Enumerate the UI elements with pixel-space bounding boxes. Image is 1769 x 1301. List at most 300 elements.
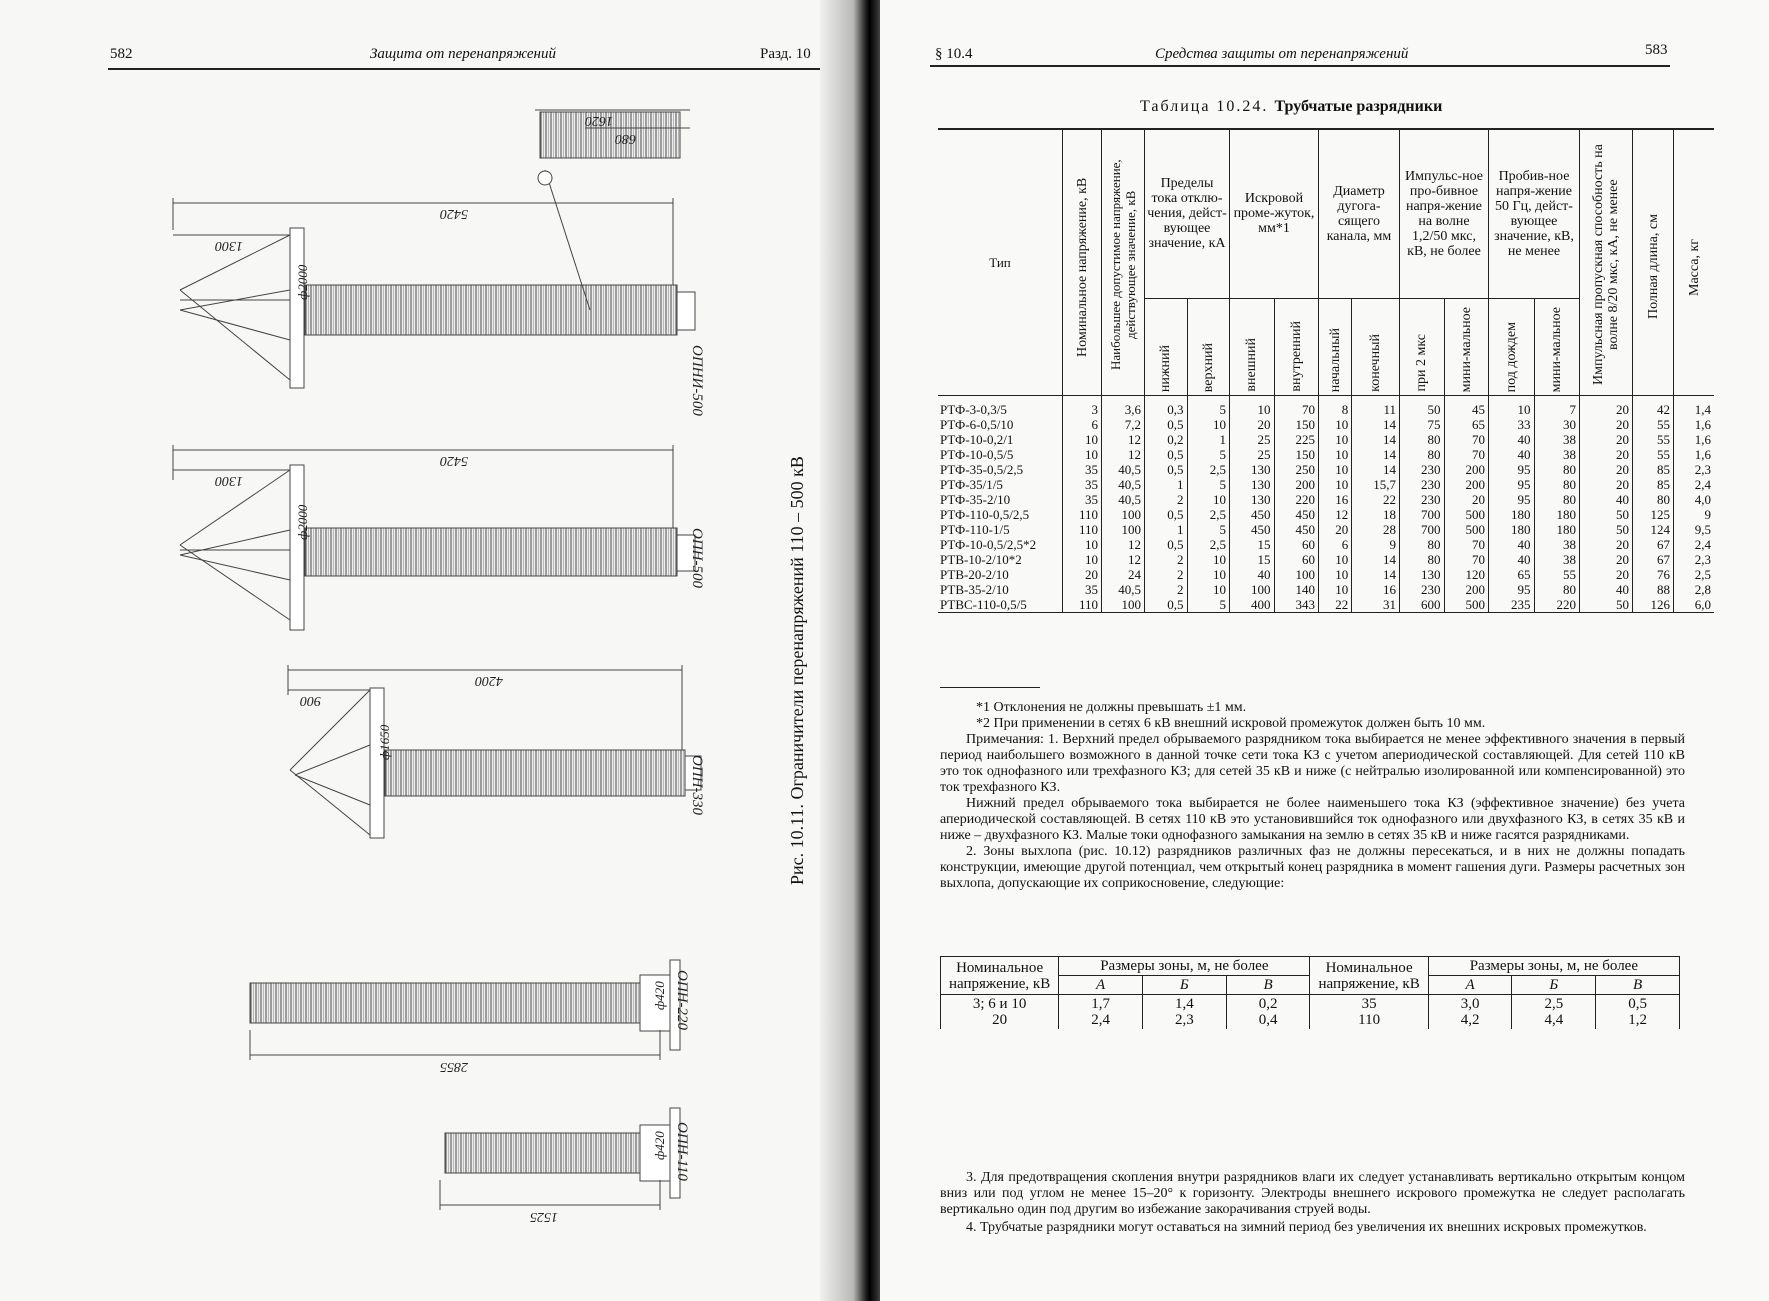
cell-type: РТФ-3-0,3/5	[940, 402, 1007, 417]
cell-value: 100	[1102, 597, 1145, 613]
cell-value: 60	[1274, 552, 1319, 567]
cell-value: 50	[1580, 522, 1633, 537]
th-bd-min: мини-мальное	[1534, 298, 1580, 395]
header-rule-right	[930, 65, 1670, 67]
cell-value: 80	[1400, 537, 1445, 552]
table-row	[938, 507, 1714, 522]
cell-value: 30	[1534, 417, 1580, 432]
note-3: 3. Для предотвращения скопления внутри разрядников влаги их следует устанавливать вертикально открытым концом вниз или под углом не менее 15–20° к горизонту. Электроды внешнего искрового промежутка не следует располагать вертикально один под другим во избежание закорачивания струей воды.	[940, 1170, 1685, 1217]
cell-value: 40	[1489, 447, 1535, 462]
cell-value: 2,5	[1674, 567, 1715, 582]
cell-value: 10	[1187, 552, 1230, 567]
cell-value: 200	[1444, 462, 1489, 477]
cell-value: 230	[1400, 462, 1445, 477]
page-number-left: 582	[110, 46, 133, 62]
cell-value: 450	[1274, 522, 1319, 537]
section-left: Разд. 10	[760, 46, 811, 62]
footnote-1: *1 Отклонения не должны превышать ±1 мм.	[976, 700, 1247, 715]
cell-value: 2,4	[1674, 477, 1715, 492]
cell-value: 15	[1230, 537, 1275, 552]
t2-h-zone-right: Размеры зоны, м, не более	[1428, 957, 1679, 976]
cell-value: 4,0	[1674, 492, 1715, 507]
running-title-left: Защита от перенапряжений	[370, 46, 556, 62]
dim-d2000-a: ф2000	[295, 264, 310, 300]
arresters-table-body	[938, 396, 1714, 613]
table-row	[938, 597, 1714, 613]
cell-value: 70	[1444, 552, 1489, 567]
cell-value: 400	[1230, 597, 1275, 613]
cell-value: 10	[1063, 447, 1102, 462]
cell-value: 70	[1444, 447, 1489, 462]
cell-value: 20	[1580, 552, 1633, 567]
cell-value: 6	[1319, 537, 1352, 552]
cell-value: 2,3	[1674, 552, 1715, 567]
cell-value: 150	[1274, 447, 1319, 462]
cell-value: 20	[1063, 567, 1102, 582]
cell-value: 8	[1319, 396, 1352, 418]
table-row	[938, 582, 1714, 597]
cell-value: 38	[1534, 537, 1580, 552]
cell-value: 85	[1633, 477, 1674, 492]
cell-type: РТВ-35-2/10	[940, 582, 1009, 597]
cell-value: 0,5	[1145, 597, 1188, 613]
cell-value: 10	[1230, 396, 1275, 418]
cell-value: 7	[1534, 396, 1580, 418]
cell-value: 14	[1352, 567, 1400, 582]
cell-value: 110	[1063, 522, 1102, 537]
t2-h-zone-left: Размеры зоны, м, не более	[1059, 957, 1310, 976]
cell-value: 10	[1063, 537, 1102, 552]
cell-value: 450	[1230, 522, 1275, 537]
cell-value: 35	[1063, 462, 1102, 477]
cell-value: 20	[1580, 477, 1633, 492]
cell-value: 200	[1444, 477, 1489, 492]
cell-value: 9	[1352, 537, 1400, 552]
th-breakdown: Пробив-ное напря-жение 50 Гц, дейст-вующее значение, кВ, не менее	[1489, 129, 1580, 298]
cell-value: 600	[1400, 597, 1445, 613]
cell-value: 1,6	[1674, 447, 1715, 462]
cell-value: 9	[1674, 507, 1715, 522]
cell-type: РТФ-35-0,5/2,5	[940, 462, 1024, 477]
cell-value: 12	[1102, 447, 1145, 462]
cell-value: 130	[1230, 492, 1275, 507]
cell-type: РТФ-35-2/10	[940, 492, 1011, 507]
cell-value: 65	[1444, 417, 1489, 432]
cell-value: 124	[1633, 522, 1674, 537]
cell-value: 38	[1534, 432, 1580, 447]
cell-value: 220	[1274, 492, 1319, 507]
cell-value: 12	[1102, 552, 1145, 567]
cell-value: 25	[1230, 447, 1275, 462]
section-right: § 10.4	[935, 46, 973, 62]
cell-value: 140	[1274, 582, 1319, 597]
cell-value: 2	[1145, 567, 1188, 582]
cell-value: 95	[1489, 582, 1535, 597]
cell-type: РТФ-10-0,5/5	[940, 447, 1014, 462]
label-opn-110: ОПН-110	[674, 1122, 690, 1181]
t2-col-b-right: Б	[1549, 977, 1559, 993]
cell-value: 126	[1633, 597, 1674, 613]
cell-value: 22	[1352, 492, 1400, 507]
th-diam-final: конечный	[1352, 298, 1400, 395]
drawing-opni-500	[173, 110, 695, 388]
th-mass: Масса, кг	[1674, 129, 1715, 396]
dim-d420-b: ф420	[652, 1131, 667, 1160]
cell-value: 200	[1444, 582, 1489, 597]
footnote-2: *2 При применении в сетях 6 кВ внешний искровой промежуток должен быть 10 мм.	[976, 716, 1486, 731]
cell-value: 14	[1352, 417, 1400, 432]
drawing-opn-220	[250, 960, 680, 1060]
cell-type: РТФ-10-0,5/2,5*2	[940, 537, 1037, 552]
cell-value: 20	[1580, 447, 1633, 462]
cell-value: 2	[1145, 552, 1188, 567]
cell-value: 120	[1444, 567, 1489, 582]
cell-value: 20	[1319, 522, 1352, 537]
cell-value: 14	[1352, 447, 1400, 462]
cell-value: 50	[1580, 597, 1633, 613]
cell-value: 24	[1102, 567, 1145, 582]
cell-value: 80	[1534, 582, 1580, 597]
cell-value: 38	[1534, 447, 1580, 462]
cell-value: 2,3	[1674, 462, 1715, 477]
dim-1525: 1525	[530, 1209, 558, 1224]
cell-value: 80	[1633, 492, 1674, 507]
cell-value: 35	[1063, 582, 1102, 597]
cell-value: 14	[1352, 432, 1400, 447]
cell-value: 45	[1444, 396, 1489, 418]
exhaust-zone-table	[940, 956, 1680, 1029]
cell-value: 500	[1444, 507, 1489, 522]
cell-value: 450	[1230, 507, 1275, 522]
cell-value: 40,5	[1102, 582, 1145, 597]
cell-value: 28	[1352, 522, 1400, 537]
cell-value: 0,5	[1145, 537, 1188, 552]
cell-value: 5	[1187, 396, 1230, 418]
cell-value: 88	[1633, 582, 1674, 597]
cell-type: РТФ-6-0,5/10	[940, 417, 1014, 432]
cell-value: 80	[1534, 477, 1580, 492]
cell-value: 22	[1319, 597, 1352, 613]
cell-value: 1,6	[1674, 417, 1715, 432]
table-row	[938, 396, 1714, 418]
cell-value: 75	[1400, 417, 1445, 432]
left-page	[0, 0, 860, 1301]
dim-1300-a: 1300	[215, 238, 243, 253]
cell-value: 14	[1352, 552, 1400, 567]
cell-value: 130	[1230, 462, 1275, 477]
cell-value: 76	[1633, 567, 1674, 582]
cell-value: 700	[1400, 507, 1445, 522]
cell-value: 2	[1145, 492, 1188, 507]
cell-value: 20	[1230, 417, 1275, 432]
page-number-right: 583	[1645, 42, 1668, 58]
cell-value: 38	[1534, 552, 1580, 567]
cell-value: 10	[1319, 477, 1352, 492]
cell-value: 10	[1319, 417, 1352, 432]
cell-value: 200	[1274, 477, 1319, 492]
cell-value: 7,2	[1102, 417, 1145, 432]
table-title-text: Трубчатые разрядники	[1274, 98, 1443, 115]
cell-value: 343	[1274, 597, 1319, 613]
table-title	[1140, 98, 1442, 116]
cell-value: 10	[1187, 417, 1230, 432]
cell-value: 0,3	[1145, 396, 1188, 418]
cell-value: 110	[1063, 507, 1102, 522]
table-row	[938, 462, 1714, 477]
table-notes	[940, 700, 1685, 892]
cell-value: 14	[1352, 462, 1400, 477]
cell-value: 40	[1580, 492, 1633, 507]
dim-5420-a: 5420	[440, 206, 468, 221]
table-row	[938, 567, 1714, 582]
cell-value: 40	[1489, 537, 1535, 552]
cell-value: 55	[1534, 567, 1580, 582]
th-arc-diameter: Диаметр дугога-сящего канала, мм	[1319, 129, 1400, 298]
arresters-table	[938, 128, 1714, 613]
cell-value: 180	[1534, 522, 1580, 537]
cell-value: 10	[1319, 432, 1352, 447]
cell-value: 1	[1145, 522, 1188, 537]
cell-value: 130	[1400, 567, 1445, 582]
cell-value: 10	[1319, 447, 1352, 462]
cell-value: 10	[1187, 567, 1230, 582]
cell-value: 3,6	[1102, 396, 1145, 418]
th-gap-inner: внутренний	[1274, 298, 1319, 395]
note-2: 2. Зоны выхлопа (рис. 10.12) разрядников различных фаз не должны пересекаться, и в них не должны попадать конструкции, имеющие другой потенциал, чем открытый конец разрядника в момент гашения дуги. Размеры расчетных зон выхлопа, допускающие их соприкосновение, следующие:	[940, 844, 1685, 891]
cell-value: 2,5	[1187, 537, 1230, 552]
cell-value: 100	[1102, 522, 1145, 537]
cell-value: 20	[1580, 567, 1633, 582]
bottom-notes	[940, 1170, 1685, 1238]
dim-d1650: ф1650	[377, 724, 392, 760]
dim-1300-b: 1300	[215, 473, 243, 488]
cell-value: 10	[1063, 552, 1102, 567]
cell-value: 10	[1319, 552, 1352, 567]
cell-value: 40,5	[1102, 477, 1145, 492]
cell-value: 20	[1580, 396, 1633, 418]
label-opn-500: ОПН-500	[689, 528, 705, 588]
cell-value: 20	[1444, 492, 1489, 507]
cell-value: 150	[1274, 417, 1319, 432]
cell-value: 0,2	[1145, 432, 1188, 447]
drawing-opn-330	[288, 665, 701, 838]
th-current-high: верхний	[1187, 298, 1230, 395]
cell-value: 500	[1444, 522, 1489, 537]
cell-value: 1,4	[1674, 396, 1715, 418]
cell-value: 9,5	[1674, 522, 1715, 537]
cell-value: 31	[1352, 597, 1400, 613]
th-bd-rain: под дождем	[1489, 298, 1535, 395]
th-impulse: Импульс-ное про-бивное напря-жение на волне 1,2/50 мкс, кВ, не более	[1400, 129, 1489, 298]
cell-value: 55	[1633, 432, 1674, 447]
cell-value: 35	[1063, 477, 1102, 492]
note-1: Примечания: 1. Верхний предел обрываемого разрядником тока выбирается не менее эффективного значения в первый период наибольшего возможного в данной точке сети тока КЗ с учетом апериодической составляющей. Для сетей 110 кВ это ток однофазного или трехфазного КЗ; для сетей 35 кВ и ниже (с нейтралью изолированной или компенсированной) это ток трехфазного КЗ.	[940, 732, 1685, 795]
cell-value: 100	[1230, 582, 1275, 597]
cell-value: 42	[1633, 396, 1674, 418]
note-4: 4. Трубчатые разрядники могут оставаться на зимний период без увеличения их внешних искровых промежутков.	[966, 1220, 1647, 1235]
table-row	[938, 537, 1714, 552]
cell-value: 0,5	[1145, 507, 1188, 522]
cell-value: 15,7	[1352, 477, 1400, 492]
cell-value: 95	[1489, 477, 1535, 492]
cell-value: 15	[1230, 552, 1275, 567]
table-row	[938, 417, 1714, 432]
arrester-drawings	[0, 0, 780, 1240]
cell-value: 10	[1319, 462, 1352, 477]
cell-value: 70	[1274, 396, 1319, 418]
table-row	[938, 447, 1714, 462]
cell-value: 40	[1580, 582, 1633, 597]
drawing-opn-110	[440, 1108, 680, 1210]
th-gap-outer: внешний	[1230, 298, 1275, 395]
cell-value: 2,8	[1674, 582, 1715, 597]
cell-value: 100	[1102, 507, 1145, 522]
cell-value: 50	[1580, 507, 1633, 522]
cell-value: 6,0	[1674, 597, 1715, 613]
cell-value: 33	[1489, 417, 1535, 432]
label-opni-500: ОПНИ-500	[689, 345, 705, 416]
cell-value: 2,5	[1187, 462, 1230, 477]
cell-value: 250	[1274, 462, 1319, 477]
cell-value: 40,5	[1102, 492, 1145, 507]
cell-value: 500	[1444, 597, 1489, 613]
cell-value: 0,5	[1145, 417, 1188, 432]
dim-900: 900	[300, 693, 321, 708]
dim-d2000-b: ф2000	[295, 504, 310, 540]
cell-type: РТФ-10-0,2/1	[940, 432, 1014, 447]
cell-value: 65	[1489, 567, 1535, 582]
cell-value: 70	[1444, 432, 1489, 447]
cell-value: 40	[1230, 567, 1275, 582]
cell-value: 85	[1633, 462, 1674, 477]
cell-value: 70	[1444, 537, 1489, 552]
cell-value: 10	[1063, 432, 1102, 447]
dim-d420-a: ф420	[652, 981, 667, 1010]
cell-value: 1	[1145, 477, 1188, 492]
cell-value: 700	[1400, 522, 1445, 537]
cell-value: 20	[1580, 432, 1633, 447]
cell-value: 10	[1319, 567, 1352, 582]
cell-value: 235	[1489, 597, 1535, 613]
th-current-low: нижний	[1145, 298, 1188, 395]
table-row	[938, 522, 1714, 537]
cell-value: 60	[1274, 537, 1319, 552]
cell-value: 10	[1489, 396, 1535, 418]
cell-value: 130	[1230, 477, 1275, 492]
th-spark-gap: Искровой проме-жуток, мм*1	[1230, 129, 1319, 298]
th-nominal: Номинальное напряжение, кВ	[1063, 129, 1102, 396]
th-imp-min: мини-мальное	[1444, 298, 1489, 395]
cell-type: РТФ-35/1/5	[940, 477, 1003, 492]
cell-value: 450	[1274, 507, 1319, 522]
cell-value: 2	[1145, 582, 1188, 597]
cell-value: 40	[1489, 432, 1535, 447]
cell-value: 1,6	[1674, 432, 1715, 447]
th-length: Полная длина, см	[1633, 129, 1674, 396]
cell-value: 180	[1534, 507, 1580, 522]
table-row	[938, 552, 1714, 567]
cell-value: 25	[1230, 432, 1275, 447]
cell-value: 5	[1187, 522, 1230, 537]
dim-2855: 2855	[440, 1059, 468, 1074]
cell-value: 180	[1489, 522, 1535, 537]
cell-value: 16	[1352, 582, 1400, 597]
cell-value: 225	[1274, 432, 1319, 447]
footnote-rule	[940, 687, 1040, 688]
cell-value: 80	[1400, 432, 1445, 447]
th-diam-initial: начальный	[1319, 298, 1352, 395]
cell-value: 2,5	[1187, 507, 1230, 522]
cell-value: 50	[1400, 396, 1445, 418]
cell-value: 95	[1489, 492, 1535, 507]
label-opn-220: ОПН-220	[674, 970, 690, 1030]
cell-value: 80	[1534, 492, 1580, 507]
t2-col-c-right: В	[1633, 977, 1643, 993]
figure-caption: Рис. 10.11. Ограничители перенапряжений 110 – 500 кВ	[787, 456, 807, 885]
cell-value: 10	[1187, 492, 1230, 507]
cell-value: 16	[1319, 492, 1352, 507]
t2-data-row: 3; 6 и 10 20 1,7 2,4 1,4 2,3 0,2 0,4 35 110 3,0 4,2 2,5 4,4 0,5 1,2	[941, 995, 1680, 1030]
cell-value: 12	[1102, 432, 1145, 447]
cell-value: 20	[1580, 417, 1633, 432]
cell-value: 100	[1274, 567, 1319, 582]
drawing-opn-500	[173, 445, 695, 630]
t2-h-voltage-left: Номинальное напряжение, кВ	[941, 957, 1059, 995]
cell-value: 1	[1187, 432, 1230, 447]
cell-value: 11	[1352, 396, 1400, 418]
cell-value: 20	[1580, 537, 1633, 552]
table-row	[938, 492, 1714, 507]
t2-col-a-left: А	[1096, 977, 1106, 993]
dim-1620: 1620	[585, 113, 613, 128]
cell-value: 80	[1400, 552, 1445, 567]
cell-value: 40,5	[1102, 462, 1145, 477]
cell-value: 3	[1063, 396, 1102, 418]
cell-type: РТВС-110-0,5/5	[938, 597, 1063, 613]
cell-value: 10	[1187, 582, 1230, 597]
running-title-right: Средства защиты от перенапряжений	[1155, 46, 1409, 62]
cell-value: 55	[1633, 447, 1674, 462]
cell-value: 180	[1489, 507, 1535, 522]
dim-4200: 4200	[475, 673, 503, 688]
cell-value: 95	[1489, 462, 1535, 477]
cell-type: РТФ-110-1/5	[940, 522, 1010, 537]
th-type: Тип	[938, 129, 1063, 396]
cell-value: 67	[1633, 552, 1674, 567]
cell-value: 110	[1063, 597, 1102, 613]
dim-5420-b: 5420	[440, 453, 468, 468]
cell-value: 10	[1319, 582, 1352, 597]
cell-value: 67	[1633, 537, 1674, 552]
cell-value: 40	[1489, 552, 1535, 567]
table-row	[938, 432, 1714, 447]
cell-value: 230	[1400, 492, 1445, 507]
note-1-cont: Нижний предел обрываемого тока выбирается не более наименьшего тока КЗ (эффективное значение) без учета апериодической составляющей. В сетях 110 кВ это установившийся ток однофазного или двухфазного КЗ, в сетях 35 кВ и ниже – двухфазного КЗ. Малые токи однофазного замыкания на землю в сетях 35 кВ и ниже гасятся разрядниками.	[940, 796, 1685, 843]
th-throughput: Импульсная пропускная способность на волне 8/20 мкс, кА, не менее	[1580, 129, 1633, 396]
th-current-limits: Пределы тока отклю-чения, дейст-вующее значение, кА	[1145, 129, 1230, 298]
th-imp-2us: при 2 мкс	[1400, 298, 1445, 395]
cell-value: 5	[1187, 447, 1230, 462]
cell-value: 80	[1400, 447, 1445, 462]
table-row	[938, 477, 1714, 492]
cell-type: РТФ-110-0,5/2,5	[940, 507, 1030, 522]
table-title-prefix: Таблица 10.24.	[1140, 98, 1269, 115]
t2-h-voltage-right: Номинальное напряжение, кВ	[1310, 957, 1428, 995]
cell-value: 12	[1102, 537, 1145, 552]
cell-value: 20	[1580, 462, 1633, 477]
cell-value: 55	[1633, 417, 1674, 432]
cell-value: 80	[1534, 462, 1580, 477]
